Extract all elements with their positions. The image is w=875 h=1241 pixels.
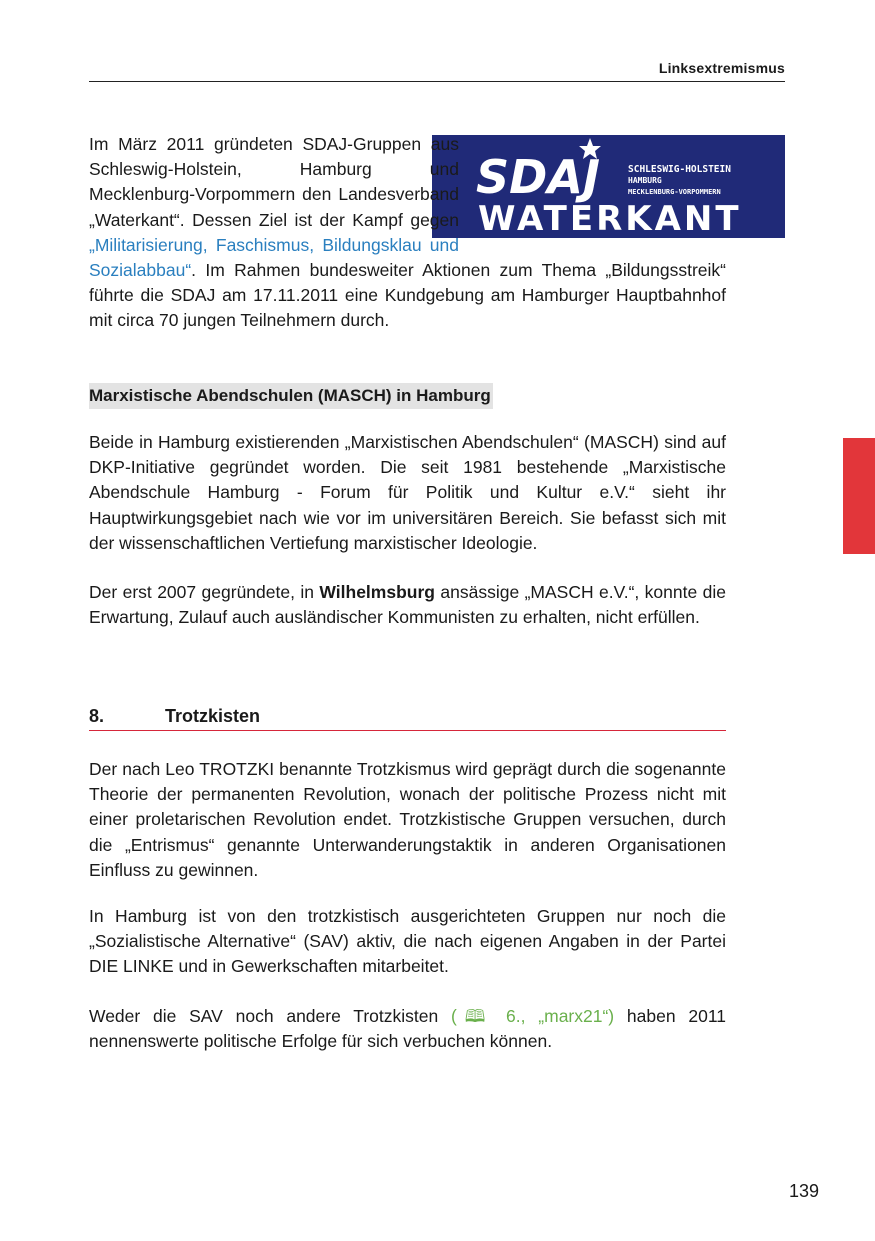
chapter-tab-marker (843, 438, 875, 554)
header-divider (89, 81, 785, 82)
paragraph-sdaj (89, 132, 726, 334)
wilhelmsburg-bold: Wilhelmsburg (319, 582, 435, 602)
paragraph-sdaj-intro: Im März 2011 gründeten SDAJ-Gruppen aus Schleswig-Holstein, Hamburg und Mecklenburg-Vorpommern den Landesverband „Waterkant“. Dessen Ziel ist der Kampf gegen (89, 134, 459, 230)
sdaj-goal-quote: „Militarisierung, Faschismus, Bildungsklau und Sozialabbau“ (89, 234, 459, 281)
paragraph-sdaj-rest: . Im Rahmen bundesweiter Aktionen zum Thema „Bildungsstreik“ führte die SDAJ am 17.11.2011 eine Kundgebung am Hamburger Hauptbahnhof mit circa 70 jungen Teilnehmern durch. (89, 260, 726, 331)
paragraph-no-success (89, 1004, 726, 1054)
paragraph-masch: Beide in Hamburg existierenden „Marxistischen Abendschulen“ (MASCH) sind auf DKP-Initiative gegründet worden. Die seit 1981 bestehende „Marxistische Abendschule Hamburg - Forum für Politik und Kultur e.V.“ sieht ihr Hauptwirkungsgebiet nach wie vor im universitären Bereich. Sie befasst sich mit der wissenschaftlichen Vertiefung marxistischer Ideologie. (89, 432, 726, 553)
running-header: Linksextremismus (658, 60, 785, 76)
paragraph-masch-wilhelmsburg (89, 580, 726, 630)
paragraph-text: ansässige „MASCH e.V.“, konnte die Erwartung, Zulauf auch ausländischer Kommunisten zu erhalten, nicht erfüllen. (89, 582, 726, 628)
paragraph-text: Weder die SAV noch andere Trotzkisten (89, 1006, 451, 1026)
section-title: Trotzkisten (165, 706, 261, 726)
logo-name: WATERKANT (478, 199, 742, 238)
logo-region-line3: MECKLENBURG-VORPOMMERN (628, 188, 721, 196)
logo-region-line2: HAMBURG (628, 176, 662, 185)
section-heading-trotzkisten (89, 706, 726, 731)
paragraph-sav: In Hamburg ist von den trotzkistisch ausgerichteten Gruppen nur noch die „Sozialistische Alternative“ (SAV) aktiv, die nach eigenen Angaben in der Partei DIE LINKE und in Gewerkschaften mitarbeitet. (89, 906, 726, 977)
logo-region-line1: SCHLESWIG-HOLSTEIN (628, 164, 731, 175)
subheading-masch: Marxistische Abendschulen (MASCH) in Hamburg (89, 383, 493, 409)
paragraph-text: haben 2011 nennenswerte politische Erfolge für sich verbuchen können. (89, 1006, 726, 1052)
page-number: 139 (788, 1181, 819, 1201)
paragraph-text: Der erst 2007 gegründete, in (89, 582, 320, 602)
paragraph-trotzkismus: Der nach Leo TROTZKI benannte Trotzkismus wird geprägt durch die sogenannte Theorie der permanenten Revolution, wonach der politische Prozess nicht mit einer proletarischen Revolution endet. Trotzkistische Gruppen versuchen, durch die „Entrismus“ genannte Unterwanderungstaktik in anderen Organisationen Einfluss zu gewinnen. (89, 759, 726, 880)
section-number: 8. (89, 706, 105, 726)
cross-reference-link[interactable]: (🕮 6., „marx21“) (451, 1006, 615, 1026)
logo-acronym: SDAJ (476, 150, 601, 204)
